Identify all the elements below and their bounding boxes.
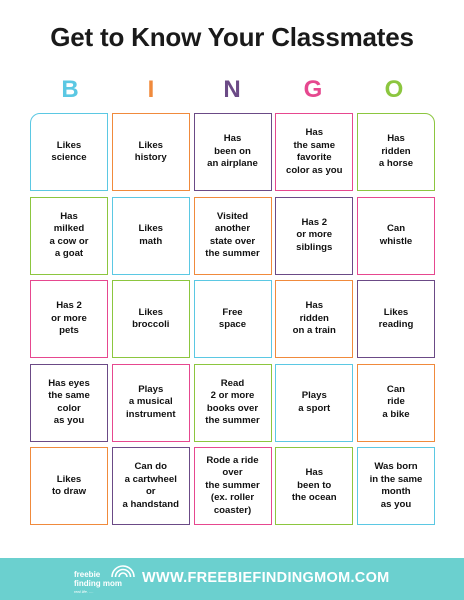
rainbow-icon	[110, 564, 136, 578]
bingo-cell: Has milked a cow or a goat	[30, 197, 108, 275]
bingo-cell: Likes to draw	[30, 447, 108, 525]
bingo-letter-n: N	[223, 76, 241, 103]
bingo-cell: Rode a ride over the summer (ex. roller coaster)	[194, 447, 272, 525]
logo-tagline: real life. ....	[74, 589, 94, 594]
bingo-cell: Likes reading	[357, 280, 435, 358]
bingo-cell: Has been to the ocean	[275, 447, 353, 525]
website-url[interactable]: WWW.FREEBIEFINDINGMOM.COM	[142, 570, 390, 586]
bingo-cell: Has the same favorite color as you	[275, 113, 353, 191]
bingo-grid	[30, 113, 435, 525]
bingo-cell: Likes broccoli	[112, 280, 190, 358]
bingo-cell: Can ride a bike	[357, 364, 435, 442]
bingo-cell: Likes history	[112, 113, 190, 191]
bingo-header	[30, 76, 434, 108]
brand-logo	[74, 564, 136, 596]
bingo-letter-g: G	[303, 76, 323, 103]
bingo-cell: Visited another state over the summer	[194, 197, 272, 275]
bingo-cell: Likes science	[30, 113, 108, 191]
bingo-cell: Has eyes the same color as you	[30, 364, 108, 442]
bingo-cell: Was born in the same month as you	[357, 447, 435, 525]
bingo-cell: Can whistle	[357, 197, 435, 275]
logo-text-line1: freebie	[74, 570, 101, 579]
page-title: Get to Know Your Classmates	[50, 22, 414, 52]
bingo-letter-i: I	[147, 76, 155, 103]
bingo-cell: Can do a cartwheel or a handstand	[112, 447, 190, 525]
logo-text-line2: finding mom	[74, 579, 122, 588]
bingo-cell: Has ridden a horse	[357, 113, 435, 191]
bingo-cell: Has 2 or more siblings	[275, 197, 353, 275]
bingo-cell: Plays a sport	[275, 364, 353, 442]
bingo-cell: Has been on an airplane	[194, 113, 272, 191]
bingo-cell: Has ridden on a train	[275, 280, 353, 358]
bingo-cell: Has 2 or more pets	[30, 280, 108, 358]
bingo-letter-b: B	[61, 76, 79, 103]
footer-bar	[0, 558, 464, 600]
bingo-cell-free-space: Free space	[194, 280, 272, 358]
bingo-letter-o: O	[384, 76, 404, 103]
bingo-cell: Read 2 or more books over the summer	[194, 364, 272, 442]
bingo-cell: Plays a musical instrument	[112, 364, 190, 442]
bingo-cell: Likes math	[112, 197, 190, 275]
